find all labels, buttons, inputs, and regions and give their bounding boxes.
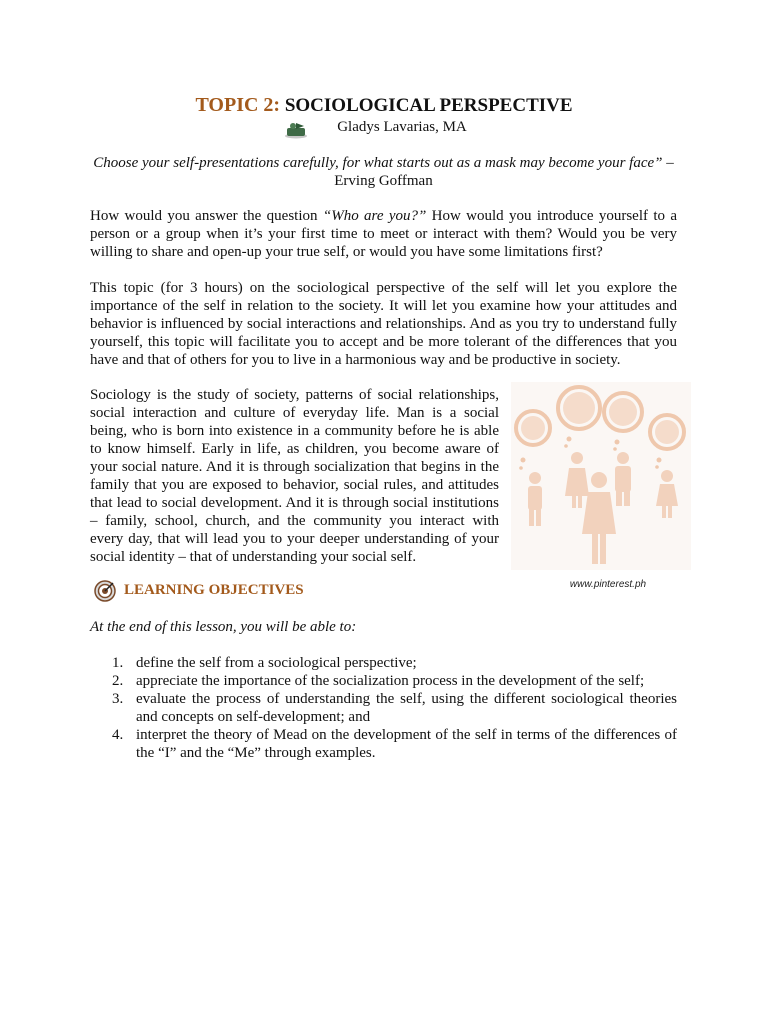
objective-number: 2.	[112, 673, 124, 689]
paragraph-text: How would you answer the question	[90, 208, 323, 224]
quote-dash: –	[662, 155, 674, 171]
objective-number: 4.	[112, 727, 124, 743]
sociology-paragraph: Sociology is the study of society, patterns of social relationships, social interaction and culture of everyday life. Man is a social being, who is born into existence in a community before he is able to know himself. Early in life, as children, you become aware of your social nature. And it is through socialization that begins in the family that you are exposed to behavior, social rules, and attitudes that lead to social development. And it is through social institutions – family, school, church, and the community you interact with every day, that will lead you to your deeper understanding of your social identity – that of understanding your social self.	[90, 387, 499, 565]
author-name: Gladys Lavarias, MA	[337, 119, 467, 135]
objective-text: appreciate the importance of the socialization process in the development of the self;	[136, 673, 645, 689]
objective-item	[90, 672, 677, 690]
paragraph-text: How would you introduce yourself to a person or a group when it’s your first time to meet or interact with them? Would you be very willing to share and open-up your true self, or would you have some limitations first?	[90, 208, 678, 260]
epigraph-quote	[90, 154, 677, 190]
learning-objectives-heading: LEARNING OBJECTIVES	[124, 582, 304, 598]
objective-item	[90, 726, 677, 762]
objective-text: define the self from a sociological perspective;	[136, 655, 417, 671]
target-icon	[94, 580, 116, 602]
objectives-intro: At the end of this lesson, you will be able to:	[90, 619, 357, 635]
objective-text: evaluate the process of understanding the self, using the different sociological theories and concepts on self-development; and	[136, 691, 677, 725]
quote-text: Choose your self-presentations carefully, for what starts out as a mask may become your face”	[93, 155, 663, 171]
topic-title: SOCIOLOGICAL PERSPECTIVE	[284, 95, 573, 116]
social-self-illustration	[511, 382, 691, 570]
objectives-list	[90, 654, 677, 762]
page-title	[0, 94, 768, 117]
intro-paragraph	[90, 207, 677, 261]
objective-item	[90, 654, 677, 672]
quote-attribution: Erving Goffman	[334, 173, 433, 189]
topic-label: TOPIC 2:	[195, 94, 281, 116]
objective-number: 3.	[112, 691, 124, 707]
image-caption: www.pinterest.ph	[569, 579, 647, 590]
objective-number: 1.	[112, 655, 124, 671]
objective-text: interpret the theory of Mead on the development of the self in terms of the differences of the “I” and the “Me” through examples.	[136, 727, 677, 761]
topic-overview-paragraph: This topic (for 3 hours) on the sociological perspective of the self will let you explore the importance of the self in relation to the society. It will let you examine how your attitudes and behavior is influenced by social interactions and relationships. And as you try to understand fully yourself, this topic will facilitate you to accept and be more tolerant of the differences that you have and that of others for you to live in a harmonious way and be productive in society.	[90, 280, 677, 368]
question-text: “Who are you?”	[322, 208, 427, 224]
author-line	[0, 119, 768, 136]
objective-item	[90, 690, 677, 726]
